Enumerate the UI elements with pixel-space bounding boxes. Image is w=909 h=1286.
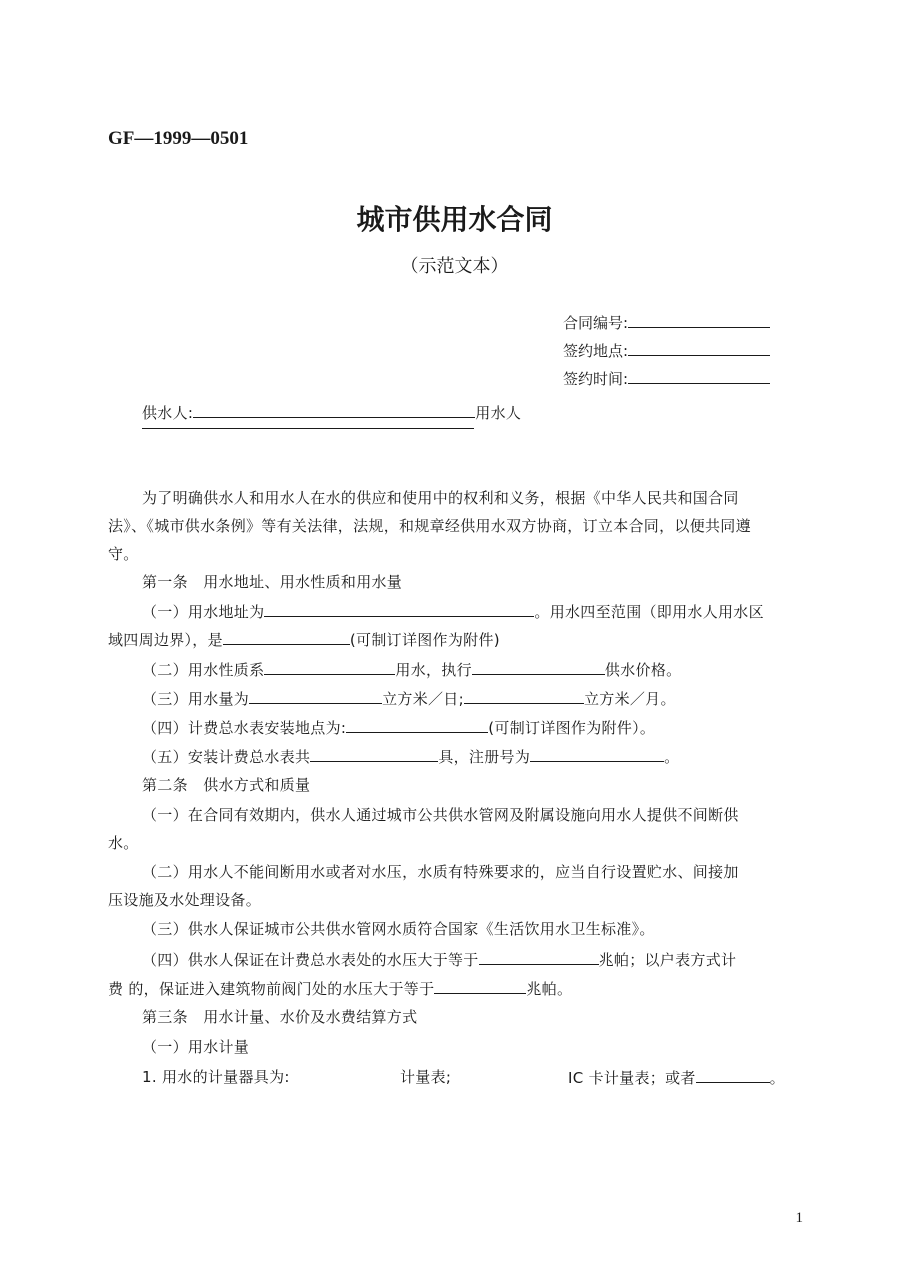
article-2-item-3: （三）供水人保证城市公共供水管网水质符合国家《生活饮用水卫生标准》。: [142, 920, 655, 938]
water-address-blank[interactable]: [264, 600, 534, 617]
text: 兆帕；以户表方式计: [598, 951, 737, 969]
document-subtitle: （示范文本）: [400, 256, 509, 277]
sign-time-label: 签约时间:: [563, 370, 629, 388]
intro-line-2: 法》、《城市供水条例》等有关法律，法规，和规章经供用水双方协商，订立本合同，以便共同遵: [108, 517, 751, 535]
article-2-item-1-cont: 水。: [108, 834, 139, 852]
article-1-item-2: [142, 658, 681, 680]
meter-location-blank[interactable]: [346, 716, 488, 733]
document-title: 城市供用水合同: [356, 203, 553, 236]
article-1-item-1-cont: [108, 628, 500, 650]
text: 。用水四至范围（即用水人用水区: [534, 603, 764, 621]
article-2-item-2-cont: 压设施及水处理设备。: [108, 891, 262, 909]
supplier-label: 供水人:: [142, 404, 194, 422]
valve-pressure-blank[interactable]: [434, 977, 526, 994]
text: 立方米／月。: [583, 690, 676, 708]
other-meter-blank[interactable]: [696, 1066, 770, 1083]
article-3-item-1: （一）用水计量: [142, 1038, 250, 1056]
daily-volume-blank[interactable]: [249, 687, 382, 704]
text: 立方米／日;: [382, 690, 464, 708]
text: （四）计费总水表安装地点为:: [142, 719, 347, 737]
page-number: 1: [795, 1210, 803, 1226]
article-2-item-2: （二）用水人不能间断用水或者对水压，水质有特殊要求的，应当自行设置贮水、间接加: [142, 863, 739, 881]
sign-place-blank[interactable]: [628, 339, 770, 356]
ic-card-group: [568, 1066, 785, 1088]
text: (可制订详图作为附件）。: [488, 719, 656, 737]
intro-line-3: 守。: [108, 545, 139, 563]
sign-place-label: 签约地点:: [563, 342, 629, 360]
sign-place-row: [563, 339, 770, 361]
intro-line-1: 为了明确供水人和用水人在水的供应和使用中的权利和义务，根据《中华人民共和国合同: [142, 489, 739, 507]
contract-number-label: 合同编号:: [563, 314, 629, 332]
meter-count-blank[interactable]: [310, 745, 438, 762]
text: 具，注册号为: [438, 748, 531, 766]
article-2-item-4-cont: [108, 977, 572, 999]
registration-number-blank[interactable]: [530, 745, 664, 762]
text: （二）用水性质系: [142, 661, 265, 679]
article-2-item-1: （一）在合同有效期内，供水人通过城市公共供水管网及附属设施向用水人提供不间断供: [142, 806, 739, 824]
text: 兆帕。: [526, 980, 573, 998]
text: 供水价格。: [604, 661, 682, 679]
user-label: 用水人: [475, 404, 522, 422]
article-1-title: 第一条 用水地址、用水性质和用水量: [142, 573, 403, 591]
boundary-blank[interactable]: [223, 628, 350, 645]
document-code: GF—1999—0501: [108, 128, 249, 149]
parties-row: [142, 401, 521, 423]
contract-number-row: [563, 311, 770, 333]
article-1-item-3: [142, 687, 676, 709]
text: 用水，执行: [395, 661, 472, 679]
supplier-blank[interactable]: [193, 401, 475, 418]
contract-number-blank[interactable]: [628, 311, 770, 328]
text: (可制订详图作为附件): [349, 631, 500, 649]
text: （五）安装计费总水表共: [142, 748, 311, 766]
text: （三）用水量为: [142, 690, 250, 708]
user-blank[interactable]: [142, 428, 474, 429]
article-3-title: 第三条 用水计量、水价及水费结算方式: [142, 1008, 418, 1026]
text: （一）用水地址为: [142, 603, 265, 621]
text: 。: [769, 1069, 785, 1087]
text: 。: [664, 748, 680, 766]
monthly-volume-blank[interactable]: [464, 687, 584, 704]
article-1-item-1: [142, 600, 764, 622]
text: 计量表;: [400, 1068, 452, 1086]
sign-time-row: [563, 367, 770, 389]
article-1-item-4: [142, 716, 655, 738]
text: （四）供水人保证在计费总水表处的水压大于等于: [142, 951, 479, 969]
text: 1. 用水的计量器具为:: [142, 1068, 290, 1086]
price-blank[interactable]: [472, 658, 605, 675]
meter-pressure-blank[interactable]: [479, 948, 599, 965]
article-2-item-4: [142, 948, 736, 970]
article-1-item-5: [142, 745, 679, 767]
article-2-title: 第二条 供水方式和质量: [142, 776, 311, 794]
text: 费 的，保证进入建筑物前阀门处的水压大于等于: [108, 980, 435, 998]
text: IC 卡计量表；或者: [568, 1069, 696, 1087]
sign-time-blank[interactable]: [628, 367, 770, 384]
text: 域四周边界），是: [108, 631, 223, 649]
water-nature-blank[interactable]: [264, 658, 395, 675]
